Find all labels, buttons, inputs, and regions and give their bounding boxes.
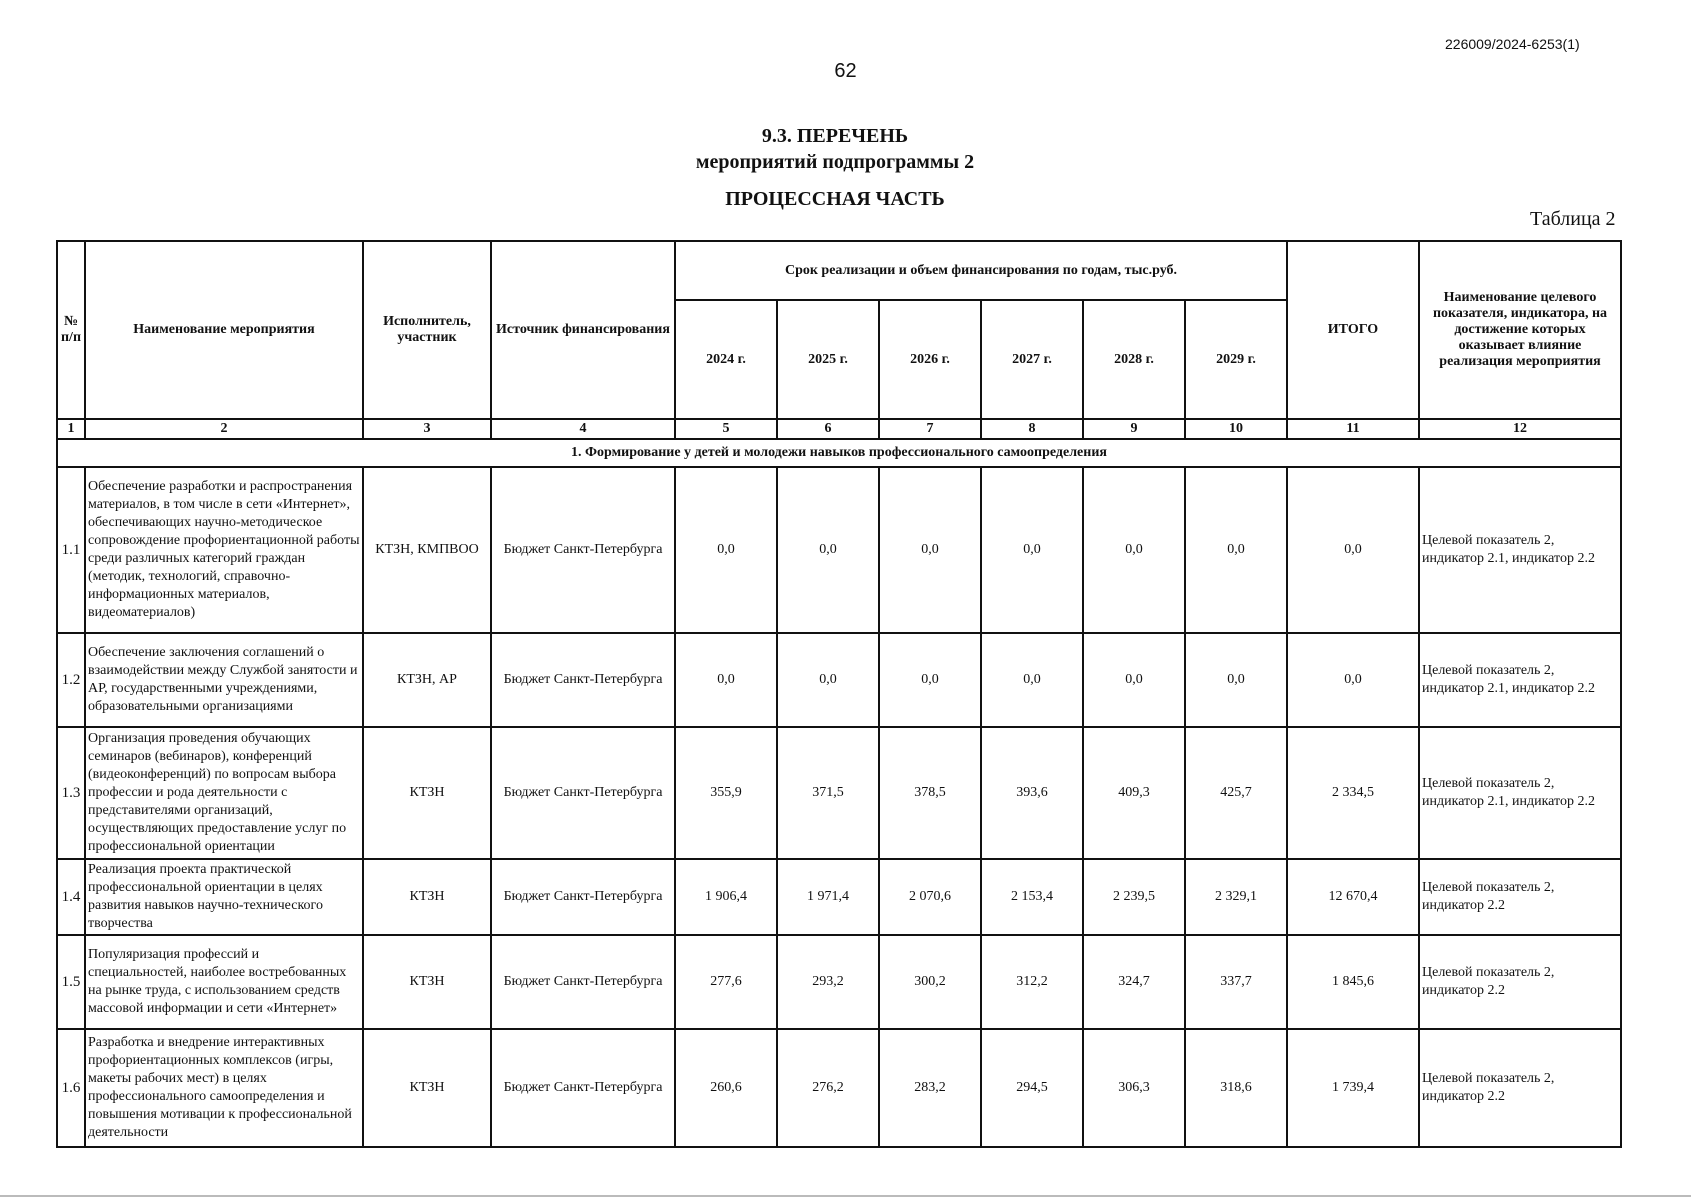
column-number: 12 [1419,419,1621,439]
value-total: 2 334,5 [1287,727,1419,859]
target-indicator: Целевой показатель 2, индикатор 2.1, индикатор 2.2 [1419,467,1621,633]
funding-source: Бюджет Санкт-Петербурга [491,859,675,935]
column-number: 3 [363,419,491,439]
value-2025: 1 971,4 [777,859,879,935]
header-year: 2025 г. [777,300,879,419]
row-number: 1.1 [57,467,85,633]
value-2024: 0,0 [675,467,777,633]
measure-name: Разработка и внедрение интерактивных профориентационных комплексов (игры, макеты рабочих мест) в целях профессионального самоопределения и повышения мотивации к профессиональной деятельности [85,1029,363,1147]
measure-name: Реализация проекта практической профессиональной ориентации в целях развития навыков научно-технического творчества [85,859,363,935]
value-2026: 0,0 [879,633,981,727]
section-subheading: мероприятий подпрограммы 2 [695,151,975,173]
executor: КТЗН [363,727,491,859]
value-2024: 0,0 [675,633,777,727]
row-number: 1.4 [57,859,85,935]
value-2028: 306,3 [1083,1029,1185,1147]
funding-source: Бюджет Санкт-Петербурга [491,633,675,727]
measure-name: Обеспечение разработки и распространения материалов, в том числе в сети «Интернет», обеспечивающих научно-методическое сопровождение профориентационной работы среди различных категорий граждан (методик, технологий, справочно-информационных материалов, видеоматериалов) [85,467,363,633]
table-row [57,633,1621,727]
value-2029: 318,6 [1185,1029,1287,1147]
value-2027: 294,5 [981,1029,1083,1147]
measure-name: Обеспечение заключения соглашений о взаимодействии между Службой занятости и АР, государственными учреждениями, образовательными организациями [85,633,363,727]
executor: КТЗН [363,859,491,935]
table-row [57,467,1621,633]
part-heading: ПРОЦЕССНАЯ ЧАСТЬ [725,188,945,210]
value-2029: 0,0 [1185,467,1287,633]
header-year: 2024 г. [675,300,777,419]
value-2027: 0,0 [981,467,1083,633]
header-year: 2027 г. [981,300,1083,419]
table-row [57,727,1621,859]
value-2024: 1 906,4 [675,859,777,935]
value-2029: 0,0 [1185,633,1287,727]
table-label: Таблица 2 [1530,208,1616,230]
measure-name: Популяризация профессий и специальностей, наиболее востребованных на рынке труда, с использованием средств массовой информации и сети «Интернет» [85,935,363,1029]
funding-source: Бюджет Санкт-Петербурга [491,467,675,633]
value-2026: 300,2 [879,935,981,1029]
row-number: 1.2 [57,633,85,727]
value-2026: 2 070,6 [879,859,981,935]
value-2025: 0,0 [777,633,879,727]
executor: КТЗН, АР [363,633,491,727]
header-name: Наименование мероприятия [85,241,363,419]
header-target: Наименование целевого показателя, индикатора, на достижение которых оказывает влияние реализация мероприятия [1419,241,1621,419]
column-number: 8 [981,419,1083,439]
row-number: 1.5 [57,935,85,1029]
header-source: Источник финансирования [491,241,675,419]
value-2028: 0,0 [1083,467,1185,633]
column-number: 1 [57,419,85,439]
value-2028: 409,3 [1083,727,1185,859]
section-row [57,439,1621,467]
column-number: 9 [1083,419,1185,439]
page-number: 62 [834,60,857,82]
section-heading: 9.3. ПЕРЕЧЕНЬ [761,125,909,147]
value-2026: 283,2 [879,1029,981,1147]
header-executor: Исполнитель, участник [363,241,491,419]
column-number: 4 [491,419,675,439]
executor: КТЗН [363,1029,491,1147]
executor: КТЗН, КМПВОО [363,467,491,633]
column-number: 11 [1287,419,1419,439]
executor: КТЗН [363,935,491,1029]
value-2025: 371,5 [777,727,879,859]
value-2025: 276,2 [777,1029,879,1147]
header-period: Срок реализации и объем финансирования по годам, тыс.руб. [675,241,1287,300]
value-2029: 425,7 [1185,727,1287,859]
header-year: 2029 г. [1185,300,1287,419]
value-2025: 293,2 [777,935,879,1029]
header-year: 2028 г. [1083,300,1185,419]
value-2027: 0,0 [981,633,1083,727]
target-indicator: Целевой показатель 2, индикатор 2.1, индикатор 2.2 [1419,727,1621,859]
table-header-row [57,241,1621,300]
column-number-row [57,419,1621,439]
column-number: 2 [85,419,363,439]
measure-name: Организация проведения обучающих семинаров (вебинаров), конференций (видеоконференций) по вопросам выбора профессии и рода деятельности с представителями организаций, осуществляющих предоставление услуг по профессиональной ориентации [85,727,363,859]
funding-source: Бюджет Санкт-Петербурга [491,935,675,1029]
target-indicator: Целевой показатель 2, индикатор 2.2 [1419,1029,1621,1147]
document-registration-number: 226009/2024-6253(1) [1445,36,1580,52]
value-2028: 0,0 [1083,633,1185,727]
page-bottom-edge [0,1195,1691,1197]
value-2024: 277,6 [675,935,777,1029]
target-indicator: Целевой показатель 2, индикатор 2.2 [1419,935,1621,1029]
value-2024: 355,9 [675,727,777,859]
value-2027: 2 153,4 [981,859,1083,935]
value-2027: 312,2 [981,935,1083,1029]
column-number: 7 [879,419,981,439]
table-row [57,1029,1621,1147]
column-number: 6 [777,419,879,439]
value-total: 0,0 [1287,467,1419,633]
row-number: 1.3 [57,727,85,859]
column-number: 10 [1185,419,1287,439]
table-row [57,935,1621,1029]
target-indicator: Целевой показатель 2, индикатор 2.2 [1419,859,1621,935]
value-2027: 393,6 [981,727,1083,859]
value-2029: 337,7 [1185,935,1287,1029]
table-row [57,859,1621,935]
target-indicator: Целевой показатель 2, индикатор 2.1, индикатор 2.2 [1419,633,1621,727]
funding-source: Бюджет Санкт-Петербурга [491,727,675,859]
value-total: 12 670,4 [1287,859,1419,935]
value-2028: 2 239,5 [1083,859,1185,935]
value-2029: 2 329,1 [1185,859,1287,935]
measures-table [56,240,1622,1148]
value-2024: 260,6 [675,1029,777,1147]
value-total: 0,0 [1287,633,1419,727]
value-2028: 324,7 [1083,935,1185,1029]
value-2026: 378,5 [879,727,981,859]
value-total: 1 845,6 [1287,935,1419,1029]
funding-source: Бюджет Санкт-Петербурга [491,1029,675,1147]
row-number: 1.6 [57,1029,85,1147]
header-total: ИТОГО [1287,241,1419,419]
section-title: 1. Формирование у детей и молодежи навыков профессионального самоопределения [57,439,1621,467]
header-num: № п/п [57,241,85,419]
header-year: 2026 г. [879,300,981,419]
value-total: 1 739,4 [1287,1029,1419,1147]
value-2025: 0,0 [777,467,879,633]
column-number: 5 [675,419,777,439]
value-2026: 0,0 [879,467,981,633]
